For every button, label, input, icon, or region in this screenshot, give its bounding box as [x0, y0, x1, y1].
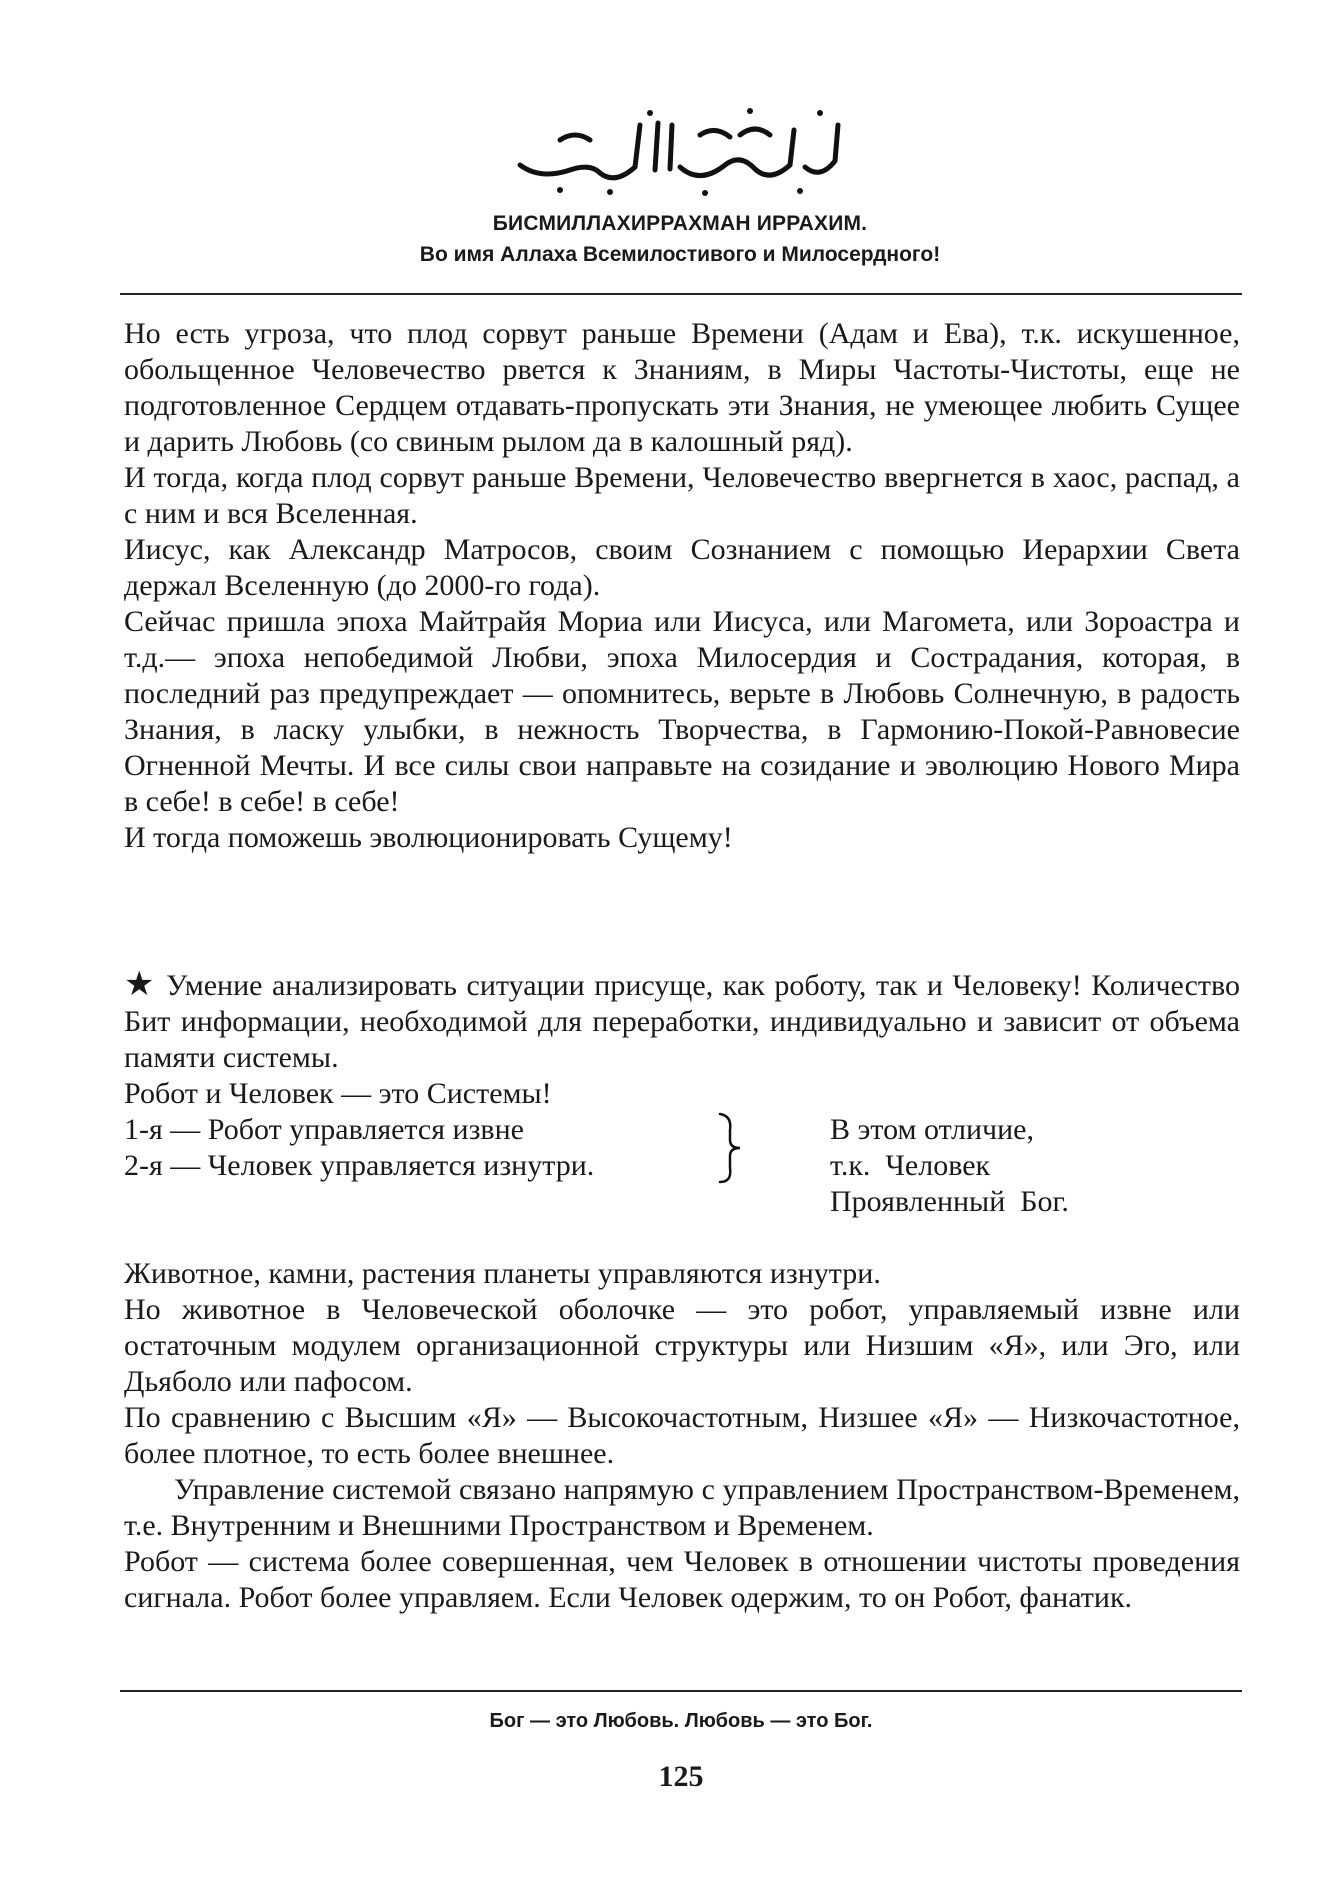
page-number: 125: [658, 1760, 704, 1793]
comparison-line: Проявленный Бог.: [830, 1185, 1069, 1218]
right-brace-icon: [712, 1112, 752, 1184]
paragraph: Но животное в Человеческой оболочке — это робот, управляемый извне или остаточным модулем организационной структуры или Низшим «Я», или Эго, или Дьяболо или пафосом.: [124, 1293, 1240, 1398]
paragraph: И тогда поможешь эволюционировать Сущему!: [124, 821, 733, 854]
comparison-line: 2-я — Человек управляется изнутри.: [124, 1149, 595, 1182]
paragraph: Иисус, как Александр Матросов, своим Сознанием с помощью Иерархии Света держал Вселенную (до 2000-го года).: [124, 533, 1240, 602]
header-divider: [120, 293, 1242, 295]
paragraph: И тогда, когда плод сорвут раньше Времени, Человечество ввергнется в хаос, распад, а с ним и вся Вселенная.: [124, 461, 1240, 530]
paragraph: Робот и Человек — это Системы!: [124, 1077, 552, 1110]
header-title: БИСМИЛЛАХИРРАХМАН ИРРАХИМ.: [492, 212, 868, 235]
footer-divider: [120, 1690, 1242, 1692]
comparison-line: 1-я — Робот управляется извне: [124, 1113, 524, 1146]
header-subtitle: Во имя Аллаха Всемилостивого и Милосердного!: [419, 243, 941, 266]
star-icon: ★: [124, 966, 157, 1003]
footer-motto: Бог — это Любовь. Любовь — это Бог.: [489, 1710, 873, 1732]
paragraph: Робот — система более совершенная, чем Человек в отношении чистоты проведения сигнала. Робот более управляем. Если Человек одержим, то он Робот, фанатик.: [124, 1545, 1240, 1614]
text-block-1: [124, 316, 1240, 856]
text-block-2: [124, 968, 1240, 1112]
paragraph: По сравнению с Высшим «Я» — Высокочастотным, Низшее «Я» — Низкочастотное, более плотное, то есть более внешнее.: [124, 1401, 1240, 1470]
comparison-line: т.к. Человек: [830, 1149, 991, 1182]
comparison-block: [124, 1112, 1240, 1232]
basmala-calligraphy: [500, 95, 860, 205]
paragraph: Животное, камни, растения планеты управляются изнутри.: [124, 1257, 881, 1290]
paragraph: Управление системой связано напрямую с управлением Пространством-Временем, т.е. Внутренним и Внешними Пространством и Временем.: [124, 1473, 1240, 1542]
paragraph: Но есть угроза, что плод сорвут раньше Времени (Адам и Ева), т.к. искушенное, обольщенное Человечество рвется к Знаниям, в Миры Частоты-Чистоты, еще не подготовленное Сердцем отдавать-пропускать эти Знания, не умеющее любить Сущее и дарить Любовь (со свиным рылом да в калошный ряд).: [124, 317, 1240, 458]
text-block-3: [124, 1256, 1240, 1616]
paragraph: [124, 968, 1240, 1076]
paragraph-text: Умение анализировать ситуации присуще, как роботу, так и Человеку! Количество Бит информации, необходимой для переработки, индивидуально и зависит от объема памяти системы.: [124, 969, 1240, 1074]
paragraph: Сейчас пришла эпоха Майтрайя Мориа или Иисуса, или Магомета, или Зороастра и т.д.— эпоха непобедимой Любви, эпоха Милосердия и Сострадания, которая, в последний раз предупреждает — опомнитесь, верьте в Любовь Солнечную, в радость Знания, в ласку улыбки, в нежность Творчества, в Гармонию-Покой-Равновесие Огненной Мечты. И все силы свои направьте на созидание и эволюцию Нового Мира в себе! в себе! в себе!: [124, 605, 1240, 818]
comparison-line: В этом отличие,: [830, 1113, 1034, 1146]
comparison-right: [830, 1112, 1230, 1220]
comparison-left: [124, 1112, 684, 1184]
